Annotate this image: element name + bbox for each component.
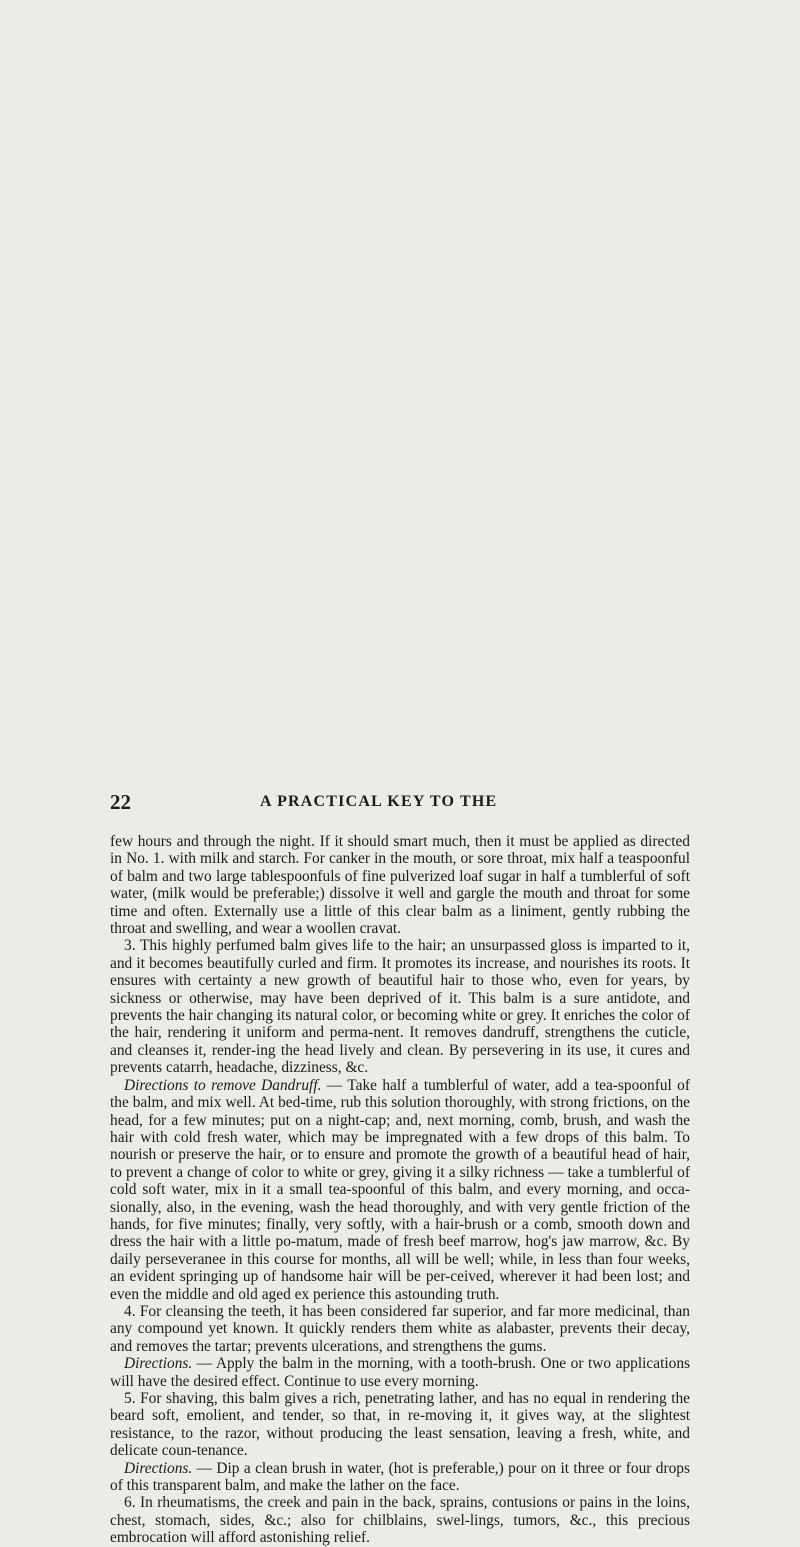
paragraph-item-5 <box>110 1390 690 1460</box>
paragraph-continuation <box>110 833 690 937</box>
paragraph-item-4 <box>110 1303 690 1355</box>
paragraph-dandruff-directions <box>110 1077 690 1303</box>
paragraph-text: 4. For cleansing the teeth, it has been considered far superior, and far more medicinal, than any compound yet known. It quickly renders them white as alabaster, prevents their decay, and removes the tartar; prevents ulcerations, and strengthens the gums. <box>110 1302 690 1355</box>
running-head: A PRACTICAL KEY TO THE <box>260 793 498 810</box>
paragraph-lead: Directions. <box>124 1459 193 1477</box>
paragraph-text: few hours and through the night. If it should smart much, then it must be applied as directed in No. 1. with milk and starch. For canker in the mouth, or sore throat, mix half a teaspoonful of balm and two large tablespoonfuls of fine pulverized loaf sugar in half a tumblerful of soft water, (milk would be preferable;) dissolve it well and gargle the mouth and throat for some time and often. Externally use a little of this clear balm as a liniment, gently rubbing the throat and swelling, and wear a woollen cravat. <box>110 833 690 938</box>
paragraph-text: 6. In rheumatisms, the creek and pain in the back, sprains, contusions or pains in the loins, chest, stomach, sides, &c.; also for chilblains, swel-lings, tumors, &c., this precious embrocation will afford astonishing relief. <box>110 1494 690 1547</box>
paragraph-text: 5. For shaving, this balm gives a rich, penetrating lather, and has no equal in rendering the beard soft, emolient, and tender, so that, in re-moving it, it gives way, at the slightest resistance, to the razor, without producing the least sensation, leaving a fresh, white, and delicate coun-tenance. <box>110 1390 690 1460</box>
page-header <box>110 790 690 814</box>
paragraph-lead: Directions to remove Dandruff. <box>124 1076 322 1094</box>
paragraph-text: — Dip a clean brush in water, (hot is preferable,) pour on it three or four drops of this transparent balm, and make the lather on the face. <box>110 1459 690 1495</box>
paragraph-item-6 <box>110 1494 690 1546</box>
paragraph-text: — Take half a tumblerful of water, add a tea-spoonful of the balm, and mix well. At bed-time, rub this solution thoroughly, with strong frictions, on the head, for a few minutes; put on a night-cap; and, next morning, comb, brush, and wash the hair with cold fresh water, which may be impregnated with a few drops of this balm. To nourish or preserve the hair, or to ensure and promote the growth of a beautiful head of hair, to prevent a change of color to white or grey, giving it a silky richness — take a tumblerful of cold soft water, mix in it a small tea-spoonful of this balm, and every morning, and occa-sionally, also, in the evening, wash the head thoroughly, and with very gentle friction of the hands, for five minutes; finally, very softly, with a hair-brush or a comb, smooth down and dress the hair with a little po-matum, made of fresh beef marrow, hog's jaw marrow, &c. By daily perseveranee in this course for months, all will be well; while, in less than four weeks, an evident springing up of handsome hair will be per-ceived, wherever it had been lost; and even the middle and old aged ex perience this astounding truth. <box>110 1076 690 1303</box>
paragraph-text: 3. This highly perfumed balm gives life to the hair; an unsurpassed gloss is imparted to it, and it becomes beautifully curled and firm. It promotes its increase, and nourishes its roots. It ensures with certainty a new growth of beautiful hair to those who, even for years, by sickness or otherwise, may have been deprived of it. This balm is a sure antidote, and prevents the hair changing its natural color, or becoming white or grey. It enriches the color of the hair, rendering it uniform and perma-nent. It removes dandruff, strengthens the cuticle, and cleanses it, render-ing the head lively and clean. By persevering in its use, it cures and prevents catarrh, headache, dizziness, &c. <box>110 937 690 1077</box>
page-number: 22 <box>110 790 131 814</box>
paragraph-lead: Directions. <box>124 1355 193 1373</box>
paragraph-text: — Apply the balm in the morning, with a tooth-brush. One or two applications will have the desired effect. Continue to use every morning. <box>110 1355 690 1390</box>
paragraph-item-3 <box>110 937 690 1076</box>
paragraph-teeth-directions <box>110 1355 690 1390</box>
paragraph-shaving-directions <box>110 1460 690 1495</box>
